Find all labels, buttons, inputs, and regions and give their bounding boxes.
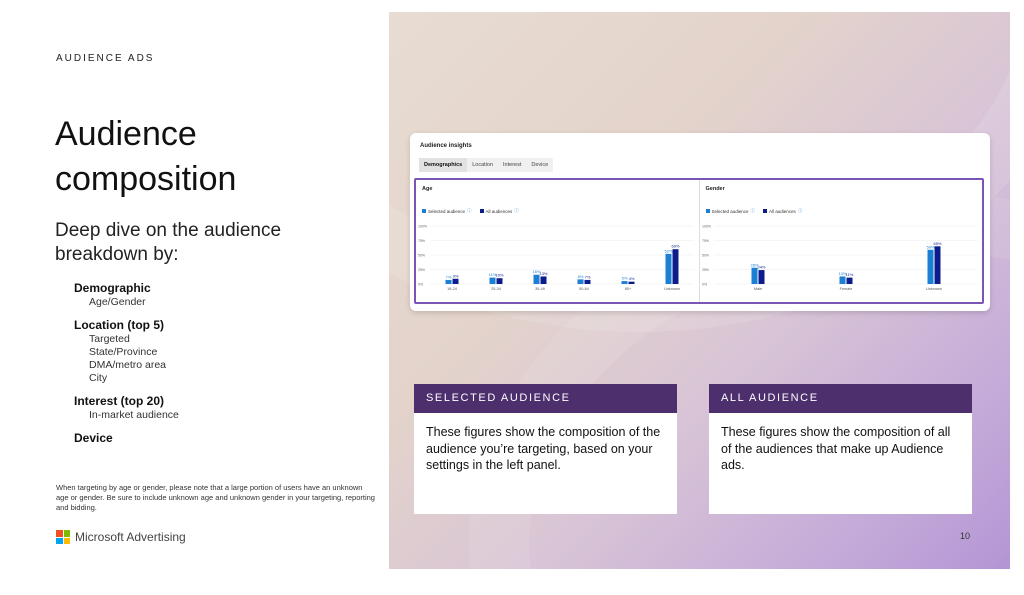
logo-text: Microsoft Advertising — [75, 530, 186, 544]
outline-item: State/Province — [89, 346, 158, 358]
y-tick-label: 0% — [418, 282, 424, 287]
bar-all — [758, 270, 764, 284]
bar-all — [934, 246, 940, 284]
age-panel — [416, 180, 699, 302]
slide-subtitle: Deep dive on the audience breakdown by: — [55, 220, 282, 265]
outline-group — [74, 281, 354, 309]
gender-legend — [706, 208, 803, 214]
x-tick-label: 65+ — [624, 287, 632, 291]
x-tick-label: Unknown — [925, 287, 942, 291]
bar-all — [453, 279, 459, 284]
bar-all — [585, 280, 591, 284]
data-label-selected: 13% — [837, 270, 847, 276]
outline-item: Targeted — [89, 333, 130, 345]
footnote: When targeting by age or gender, please note that a large portion of users have an unknown age or gender. Be sure to include unknown age and unknown gender in your targeting, reporting and bidding. — [56, 483, 375, 512]
selected-audience-box — [414, 384, 677, 514]
microsoft-advertising-logo — [56, 530, 186, 544]
bar-selected — [666, 254, 672, 284]
data-label-all: 65% — [932, 240, 942, 246]
gender-panel — [699, 180, 983, 302]
data-label-selected: 28% — [749, 262, 759, 268]
y-tick-label: 25% — [701, 268, 709, 272]
y-tick-label: 100% — [418, 224, 427, 229]
selected-audience-heading: SELECTED AUDIENCE — [414, 384, 677, 413]
x-tick-label: Female — [839, 287, 852, 291]
y-tick-label: 25% — [418, 268, 426, 272]
eyebrow-label: AUDIENCE ADS — [56, 53, 155, 64]
insights-tabs — [419, 158, 553, 172]
bar-all — [541, 276, 547, 284]
x-tick-label: 35-49 — [535, 287, 545, 291]
y-tick-label: 0% — [701, 282, 707, 287]
legend-selected: Selected audience ⓘ — [422, 208, 472, 214]
bar-selected — [490, 278, 496, 284]
bar-all — [629, 282, 635, 284]
data-label-selected: 59% — [925, 244, 935, 250]
data-label-selected: 16% — [532, 269, 541, 275]
outline-heading: Location (top 5) — [74, 318, 164, 332]
outline-group — [74, 394, 354, 422]
bar-selected — [446, 280, 452, 284]
data-label-all: 7% — [584, 274, 591, 280]
all-audience-body: These figures show the composition of all of the audiences that make up Audience ads. — [709, 413, 972, 514]
bar-selected — [751, 268, 757, 284]
age-legend — [422, 208, 519, 214]
data-label-all: 13% — [539, 270, 548, 276]
legend-all: All audiences ⓘ — [763, 208, 802, 214]
bar-all — [846, 278, 852, 284]
tab-interest[interactable]: Interest — [503, 162, 522, 168]
y-tick-label: 50% — [701, 253, 709, 258]
outline-item: DMA/metro area — [89, 359, 167, 371]
x-tick-label: Male — [753, 287, 762, 291]
selected-audience-body: These figures show the composition of the audience you’re targeting, based on your settings in the left panel. — [414, 413, 677, 514]
data-label-all: 10% — [495, 272, 504, 278]
outline-item: Age/Gender — [89, 296, 146, 308]
breakdown-outline — [74, 281, 354, 455]
slide-right-panel — [389, 12, 1010, 569]
bar-selected — [578, 279, 584, 284]
x-tick-label: Unknown — [664, 287, 680, 291]
data-label-all: 24% — [756, 264, 766, 270]
microsoft-logo-icon — [56, 530, 70, 544]
data-label-selected: 5% — [621, 275, 628, 281]
insights-title: Audience insights — [420, 143, 472, 149]
page-number: 10 — [960, 531, 971, 541]
y-tick-label: 100% — [701, 224, 711, 229]
bar-selected — [534, 275, 540, 284]
outline-heading: Demographic — [74, 281, 151, 295]
bar-all — [673, 249, 679, 284]
data-label-all: 60% — [671, 243, 680, 249]
bar-selected — [622, 281, 628, 284]
data-label-selected: 7% — [445, 274, 452, 280]
outline-heading: Interest (top 20) — [74, 394, 165, 408]
bar-selected — [927, 250, 933, 284]
y-tick-label: 75% — [418, 239, 426, 243]
tab-location[interactable]: Location — [472, 162, 494, 168]
gender-heading: Gender — [705, 186, 725, 192]
data-label-all: 11% — [845, 272, 853, 278]
data-label-all: 9% — [452, 273, 459, 279]
y-tick-label: 75% — [701, 239, 709, 243]
x-tick-label: 18-24 — [447, 287, 457, 291]
tab-demographics[interactable]: Demographics — [419, 158, 467, 172]
legend-all: All audiences ⓘ — [480, 208, 519, 214]
outline-item: City — [89, 372, 108, 384]
all-audience-box — [709, 384, 972, 514]
age-heading: Age — [422, 186, 433, 192]
data-label-selected: 8% — [577, 273, 584, 279]
tab-device[interactable]: Device — [531, 162, 549, 168]
data-label-selected: 52% — [664, 248, 673, 254]
outline-item: In-market audience — [89, 409, 179, 421]
slide-title: Audience composition — [55, 115, 237, 198]
insights-panels — [414, 178, 984, 304]
age-bar-chart — [416, 220, 700, 304]
outline-group — [74, 431, 354, 446]
data-label-selected: 11% — [488, 272, 497, 278]
y-tick-label: 50% — [418, 253, 426, 258]
bar-all — [497, 278, 503, 284]
x-tick-label: 25-34 — [491, 287, 501, 291]
x-tick-label: 50-64 — [579, 287, 589, 291]
legend-selected: Selected audience ⓘ — [706, 208, 756, 214]
audience-insights-card — [410, 133, 990, 311]
gender-bar-chart — [700, 220, 984, 304]
all-audience-heading: ALL AUDIENCE — [709, 384, 972, 413]
outline-heading: Device — [74, 431, 113, 445]
data-label-all: 4% — [628, 276, 635, 282]
outline-group — [74, 318, 354, 385]
bar-selected — [839, 276, 845, 284]
slide-left-panel — [0, 0, 390, 595]
